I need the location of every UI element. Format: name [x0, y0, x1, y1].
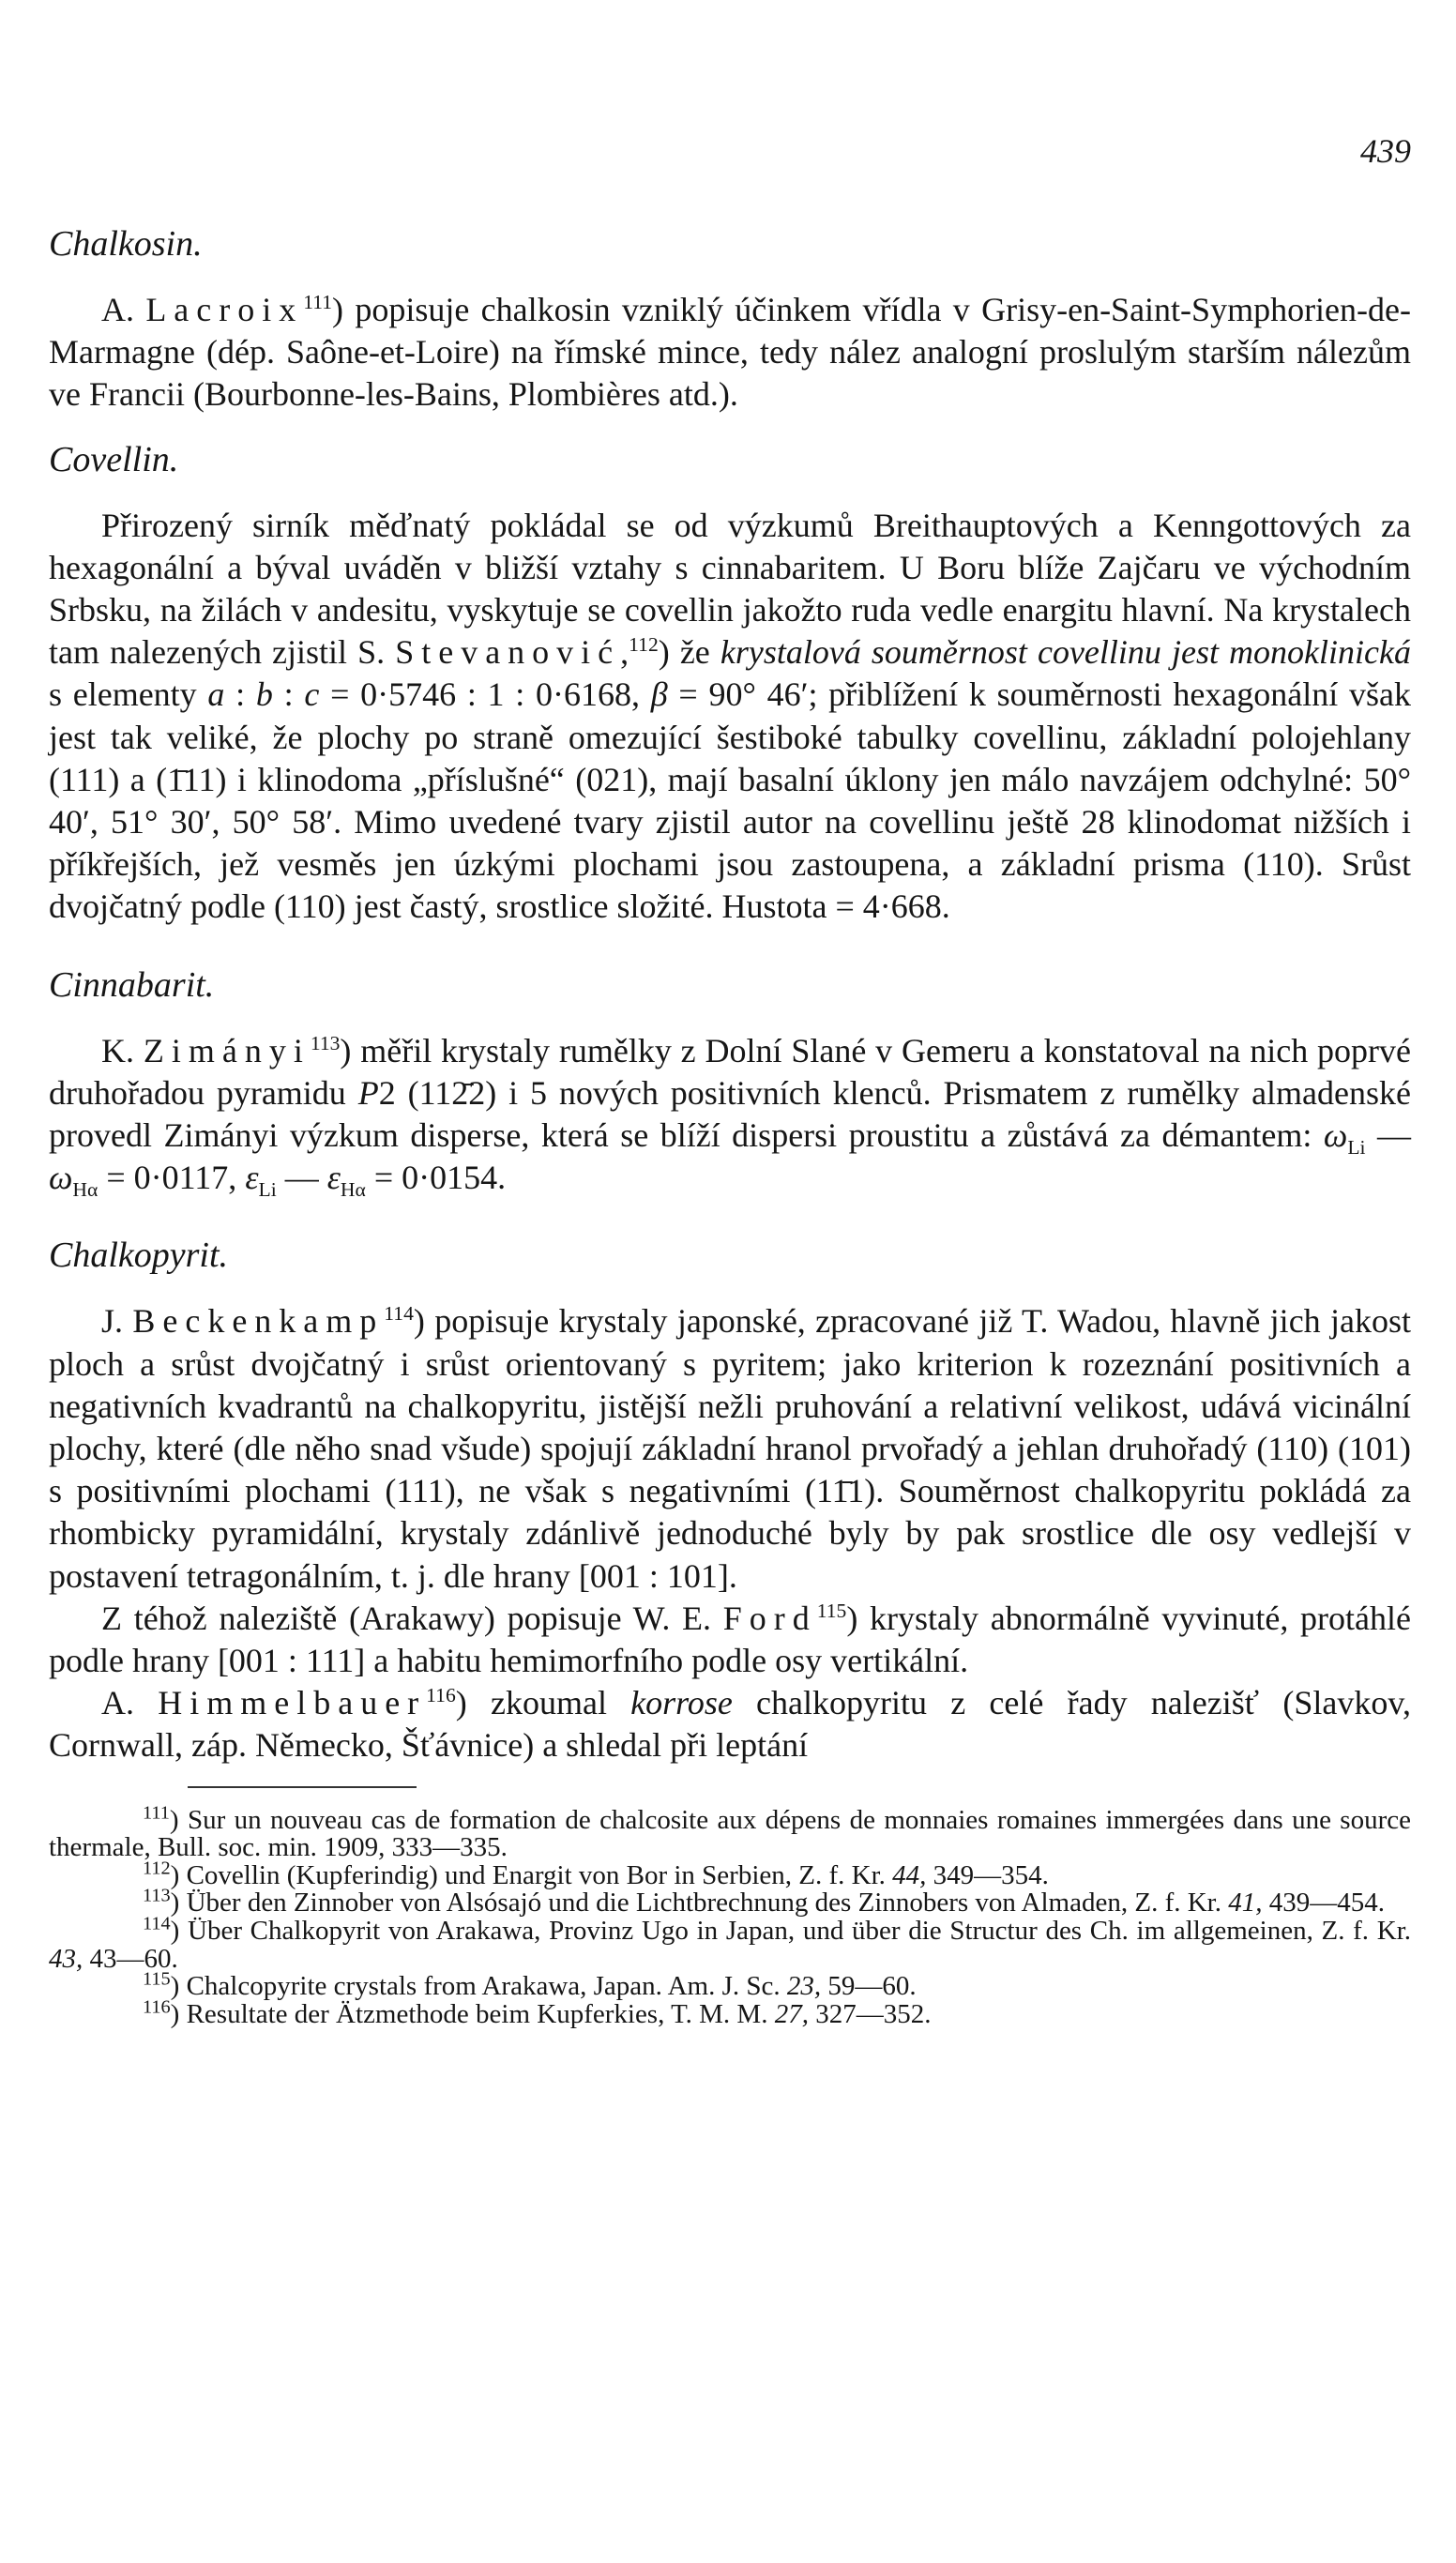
text-run: 2 (112̄2) i 5 nových positivních klenců. Prismatem z rumělky almadenské provedl Zimányi výzkum disperse, která se blíží dispersi proustitu a zůstává za démantem:	[49, 1073, 1411, 1155]
text-run: Himmelbauer	[158, 1684, 427, 1722]
text-run: 43—60.	[83, 1943, 178, 1974]
footnote-text	[179, 1999, 931, 2029]
footnote: $^{112}$) Covellin (Kupferindig) und Enargit von Bor in Serbien, Z. f. Kr. 44, 349—354.	[143, 1858, 1049, 1890]
text-run: = 90° 46′; přiblížení k souměrnosti hexagonální však jest tak veliké, že plochy po straně omezující šestiboké tabulky covellinu, základní polojehlany (111) a (1̄11) i klinodoma „příslušné“ (021), mají basalní úklony jen málo navzájem odchylné: 50° 40′, 51° 30′, 50° 58′. Mimo uvedené tvary zjistil autor na covellinu ještě 28 klinodomat nižších i příkřejších, jež vesměs jen úzkými plochami jsou zastoupena, a základní prisma (110). Srůst dvojčatný podle (110) jest častý, srostlice složité. Hustota = 4·668.	[49, 675, 1411, 926]
text-run: ε	[326, 1159, 341, 1197]
text-run: 116	[426, 1684, 456, 1707]
text-run: :	[224, 675, 256, 714]
text-run: a	[207, 675, 225, 714]
text-run: Über Chalkopyrit von Arakawa, Provinz Ugo in Japan, und über die Structur des Ch. im allgemeinen, Z. f. Kr.	[179, 1916, 1411, 1947]
text-run: Chalcopyrite crystals from Arakawa, Japan. Am. J. Sc.	[179, 1971, 787, 2002]
footnote: $^{113}$) Über den Zinnober von Alsósajó und die Lichtbrechnung des Zinnobers von Almaden, Z. f. Kr. 41, 439—454.	[143, 1885, 1385, 1918]
footnote: $^{111}$) Sur un nouveau cas de formation de chalcosite aux dépens de monnaies romaines immergées dans une source thermale, Bull. soc. min. 1909, 333—335.	[49, 1802, 1411, 1863]
text-run: Über den Zinnober von Alsósajó und die Lichtbrechnung des Zinnobers von Almaden, Z. f. Kr.	[179, 1888, 1229, 1918]
text-run: 44,	[892, 1859, 927, 1890]
footnote: $^{115}$) Chalcopyrite crystals from Arakawa, Japan. Am. J. Sc. 23, 59—60.	[143, 1968, 917, 2002]
text-run: 23,	[786, 1971, 822, 2002]
text-run: Hα	[72, 1178, 99, 1202]
text-run: :	[272, 675, 305, 714]
text-run: P	[357, 1073, 379, 1112]
footnote-text	[49, 1802, 1411, 1863]
text-run: ) krystaly abnormálně vyvinuté, protáhlé podle hrany [001 : 111] a habitu hemimorfního podle osy vertikální.	[49, 1599, 1412, 1680]
footnote-number: 111	[143, 1802, 170, 1824]
paragraph	[49, 1682, 1411, 1767]
text-run: ) popisuje chalkosin vzniklý účinkem vřídla v Grisy-en-Saint-Symphorien-de-Marmagne (dép. Saône-et-Loire) na římské mince, tedy nález analogní proslulým starším nálezům ve Francii (Bourbonne-les-Bains, Plombières atd.).	[49, 291, 1411, 414]
text-run: β	[650, 675, 668, 714]
paragraph	[49, 1598, 1411, 1682]
footnote: $^{116}$) Resultate der Ätzmethode beim Kupferkies, T. M. M. 27, 327—352.	[143, 1996, 932, 2029]
paragraph	[49, 505, 1411, 929]
text-run: Li	[1347, 1136, 1366, 1160]
text-run: Hα	[340, 1178, 366, 1202]
text-run: J.	[101, 1302, 133, 1341]
footnote-text	[49, 1913, 1411, 1974]
text-run: ε	[245, 1159, 259, 1197]
text-run: 439—454.	[1262, 1888, 1385, 1918]
text-run: Ford	[722, 1599, 817, 1637]
text-run: ,	[620, 633, 629, 672]
text-run: c	[304, 675, 320, 714]
text-run: ω	[49, 1159, 73, 1197]
paragraph	[49, 289, 1411, 417]
text-run: Covellin (Kupferindig) und Enargit von Bor in Serbien, Z. f. Kr.	[179, 1859, 893, 1890]
paragraph	[49, 1300, 1411, 1597]
text-run: Z téhož naleziště (Arakawy) popisuje W. E.	[101, 1599, 723, 1637]
text-run: ω	[1323, 1116, 1348, 1155]
text-run: 327—352.	[808, 1998, 932, 2029]
text-run: ) popisuje krystaly japonské, zpracované již T. Wadou, hlavně jich jakost ploch a srůst dvojčatný i srůst orientovaný s pyritem; jako kriterion k rozeznání positivních a negativních kvadrantů na chalkopyritu, jistější nežli pruhování a relativní velikost, udává vicinální plochy, které (dle něho snad všude) spojují základní hranol prvořadý a jehlan druhořadý (110) (101) s positivními plochami (111), ne však s negativními (11̄1). Souměrnost chalkopyritu pokládá za rhombicky pyramidální, krystaly zdánlivě jednoduché byly by pak srostlice dle osy vedlejší v postavení tetragonálním, t. j. dle hrany [001 : 101].	[49, 1302, 1411, 1595]
text-run: = 0·0154.	[365, 1159, 507, 1197]
page-number: 439	[1360, 132, 1411, 170]
text-run: Beckenkamp	[132, 1302, 385, 1341]
footnote-number: 115	[143, 1968, 171, 1990]
text-run: 27,	[774, 1998, 809, 2029]
section-heading: Chalkosin.	[49, 224, 203, 264]
page-body	[49, 221, 1411, 2028]
text-run: Resultate der Ätzmethode beim Kupferkies, T. M. M.	[179, 1998, 775, 2029]
text-run: korrose	[630, 1684, 733, 1722]
footnote-divider	[188, 1786, 417, 1788]
text-run: 349—354.	[926, 1859, 1049, 1890]
text-run: 41,	[1228, 1888, 1263, 1918]
footnote: $^{114}$) Über Chalkopyrit von Arakawa, Provinz Ugo in Japan, und über die Structur des Ch. im allgemeinen, Z. f. Kr. 43, 43—60.	[49, 1913, 1411, 1974]
text-run: 112	[629, 633, 659, 657]
text-run: Sur un nouveau cas de formation de chalcosite aux dépens de monnaies romaines immergées dans une source thermale, Bull. soc. min. 1909, 333—335.	[49, 1804, 1411, 1863]
text-run: Zimányi	[143, 1031, 311, 1069]
text-run: s elementy	[49, 675, 208, 714]
text-run: 113	[310, 1031, 341, 1054]
text-run: chalkopyritu z celé řady nalezišť (Slavkov, Cornwall, záp. Německo, Šťávnice) a shledal při leptání	[49, 1684, 1411, 1765]
text-run: b	[255, 675, 273, 714]
text-run: Stevanović	[395, 633, 621, 672]
footnote-number: 113	[143, 1885, 171, 1906]
text-run: Lacroix	[145, 291, 304, 328]
text-run: krystalová souměrnost covellinu jest monoklinická	[720, 633, 1411, 672]
text-run: = 0·0117,	[98, 1159, 246, 1197]
text-run: 114	[384, 1302, 414, 1326]
footnote-number: 114	[143, 1913, 171, 1934]
footnote-text	[179, 1888, 1385, 1918]
footnote-number: 112	[143, 1858, 171, 1879]
text-run: A.	[101, 291, 146, 328]
footnote-text	[179, 1971, 916, 2001]
text-run: ) zkoumal	[455, 1684, 631, 1722]
footnote-text	[179, 1860, 1049, 1890]
text-run: ) měřil krystaly rumělky z Dolní Slané v Gemeru a konstatoval na nich poprvé druhořadou pyramidu	[49, 1031, 1411, 1112]
text-run: 115	[816, 1599, 847, 1622]
text-run: 43,	[49, 1943, 83, 1974]
text-run: K.	[101, 1031, 144, 1069]
text-run: Přirozený sirník měďnatý pokládal se od výzkumů Breithauptových a Kenngottových za hexagonální a býval uváděn v bližší vztahy s cinnabaritem. U Boru blíže Zajčaru ve východním Srbsku, na žilách v andesitu, vyskytuje se covellin jakožto ruda vedle enargitu hlavní. Na krystalech tam nalezených zjistil S.	[49, 506, 1411, 672]
section-heading: Covellin.	[49, 439, 179, 479]
text-run: —	[276, 1159, 327, 1197]
footnotes	[49, 1786, 1411, 2029]
text-run: = 0·5746 : 1 : 0·6168,	[319, 675, 651, 714]
text-run: 59—60.	[821, 1971, 917, 2002]
text-run: ) že	[658, 633, 720, 672]
section-heading: Chalkopyrit.	[49, 1236, 229, 1276]
text-run: 111	[303, 291, 333, 313]
paragraph	[49, 1030, 1411, 1200]
text-run: Li	[258, 1178, 277, 1202]
footnote-number: 116	[143, 1996, 171, 2018]
section-heading: Cinnabarit.	[49, 964, 215, 1005]
text-run: —	[1365, 1116, 1411, 1155]
text-run: A.	[101, 1684, 159, 1722]
